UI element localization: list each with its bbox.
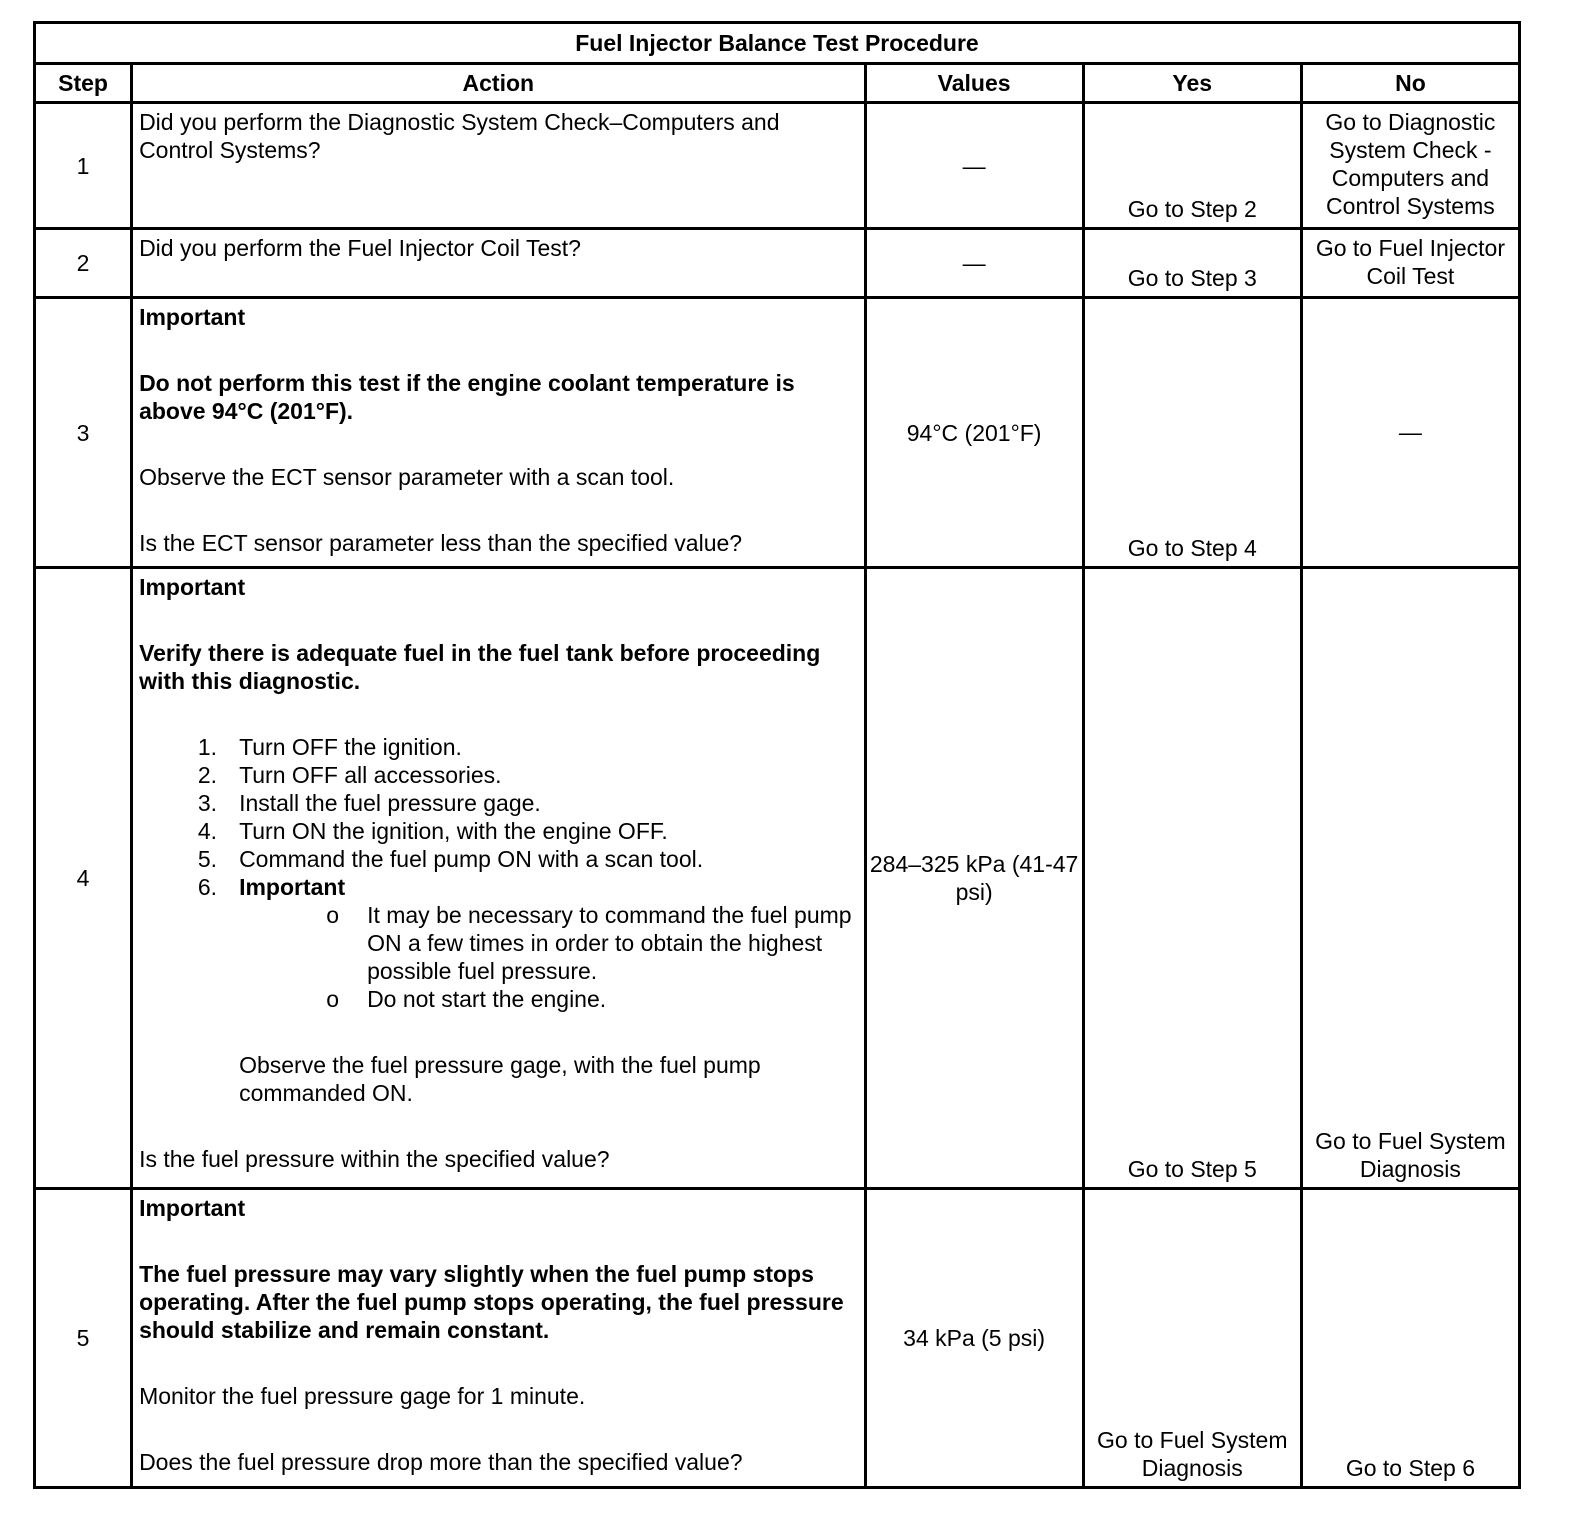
list-item: o It may be necessary to command the fuel pump ON a few times in order to obtain the highest possible fuel pressure.	[326, 902, 852, 984]
list-item: 5. Command the fuel pump ON with a scan tool.	[197, 846, 704, 872]
header-step: Step	[35, 64, 132, 103]
no-cell: —	[1301, 298, 1519, 568]
warning-text: The fuel pressure may vary slightly when the fuel pump stops operating. After the fuel pump stops operating, the fuel pressure should stabilize and remain constant.	[139, 1261, 844, 1343]
no-cell: Go to Fuel Injector Coil Test	[1301, 229, 1519, 298]
important-label: Important	[139, 304, 246, 330]
step-number: 4	[35, 568, 132, 1189]
value-cell: —	[865, 229, 1083, 298]
warning-text: Do not perform this test if the engine coolant temperature is above 94°C (201°F).	[139, 370, 795, 424]
list-item: 6. Important	[197, 874, 346, 900]
action-text: Did you perform the Fuel Injector Coil Test?	[139, 235, 581, 261]
warning-text: Verify there is adequate fuel in the fuel tank before proceeding with this diagnostic.	[139, 640, 821, 694]
action-cell	[132, 229, 865, 298]
bullet-list	[139, 901, 857, 1013]
question-text: Is the fuel pressure within the specified value?	[139, 1146, 610, 1172]
no-cell: Go to Fuel System Diagnosis	[1301, 568, 1519, 1189]
action-cell	[132, 298, 865, 568]
action-cell	[132, 1189, 865, 1488]
question-text: Does the fuel pressure drop more than the specified value?	[139, 1449, 743, 1475]
table-row-step-4	[35, 568, 1520, 1189]
question-text: Is the ECT sensor parameter less than the specified value?	[139, 530, 743, 556]
substep-list	[139, 733, 857, 901]
yes-cell: Go to Fuel System Diagnosis	[1083, 1189, 1301, 1488]
header-yes: Yes	[1083, 64, 1301, 103]
important-label: Important	[139, 574, 246, 600]
table-row-step-3	[35, 298, 1520, 568]
value-cell: 94°C (201°F)	[865, 298, 1083, 568]
important-label: Important	[139, 1195, 246, 1221]
list-item: 1. Turn OFF the ignition.	[197, 734, 462, 760]
header-no: No	[1301, 64, 1519, 103]
step-number: 5	[35, 1189, 132, 1488]
list-item: 3. Install the fuel pressure gage.	[197, 790, 541, 816]
table-row-step-2	[35, 229, 1520, 298]
step-number: 1	[35, 103, 132, 229]
table-row-step-1	[35, 103, 1520, 229]
action-cell	[132, 103, 865, 229]
table-row-step-5	[35, 1189, 1520, 1488]
value-cell: 34 kPa (5 psi)	[865, 1189, 1083, 1488]
value-cell: 284–325 kPa (41-47 psi)	[865, 568, 1083, 1189]
yes-cell: Go to Step 2	[1083, 103, 1301, 229]
table-title: Fuel Injector Balance Test Procedure	[35, 23, 1520, 64]
no-cell: Go to Step 6	[1301, 1189, 1519, 1488]
header-values: Values	[865, 64, 1083, 103]
yes-cell: Go to Step 3	[1083, 229, 1301, 298]
yes-cell: Go to Step 4	[1083, 298, 1301, 568]
header-action: Action	[132, 64, 865, 103]
step-number: 3	[35, 298, 132, 568]
value-cell: —	[865, 103, 1083, 229]
observe-text: Observe the fuel pressure gage, with the fuel pump commanded ON.	[239, 1052, 761, 1106]
no-cell: Go to Diagnostic System Check - Computers and Control Systems	[1301, 103, 1519, 229]
procedure-table	[33, 21, 1521, 1489]
list-item: 2. Turn OFF all accessories.	[197, 762, 502, 788]
list-item: o Do not start the engine.	[326, 986, 607, 1012]
instruction-text: Monitor the fuel pressure gage for 1 minute.	[139, 1383, 586, 1409]
action-text: Did you perform the Diagnostic System Check–Computers and Control Systems?	[139, 109, 780, 163]
step-number: 2	[35, 229, 132, 298]
list-item: 4. Turn ON the ignition, with the engine OFF.	[197, 818, 668, 844]
instruction-text: Observe the ECT sensor parameter with a scan tool.	[139, 464, 675, 490]
yes-cell: Go to Step 5	[1083, 568, 1301, 1189]
action-cell	[132, 568, 865, 1189]
